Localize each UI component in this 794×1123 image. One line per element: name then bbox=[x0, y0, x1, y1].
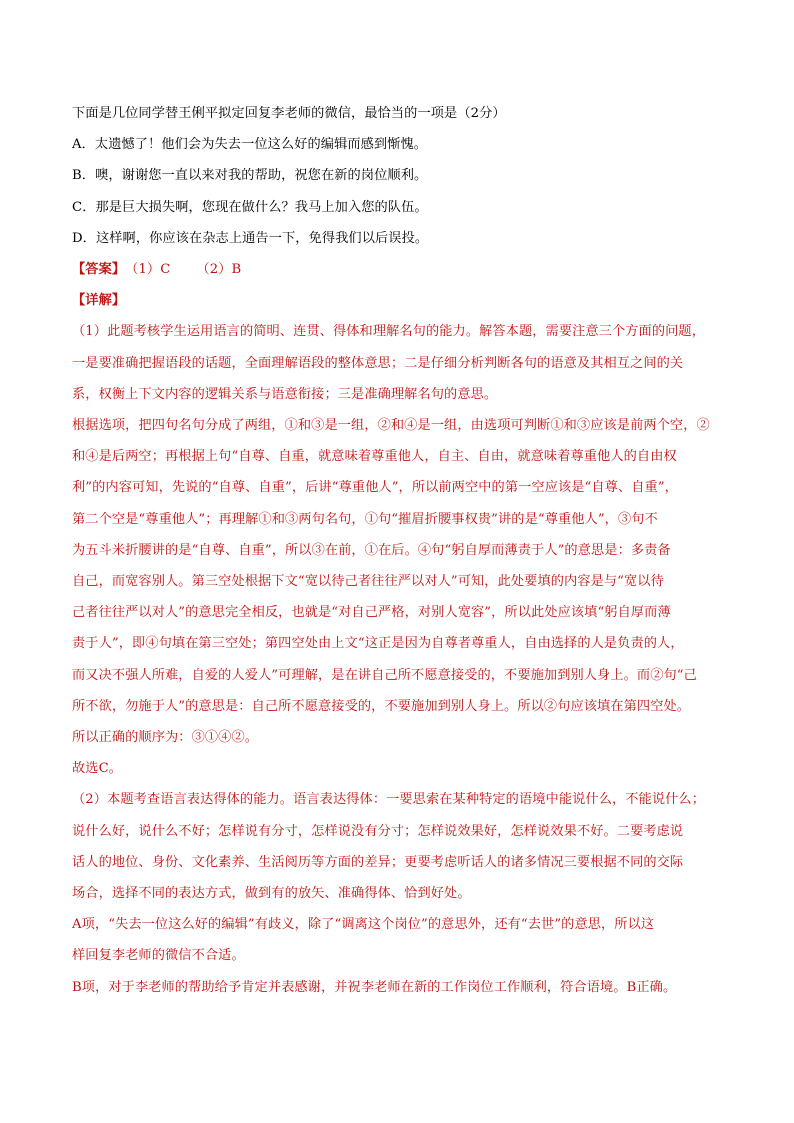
option-d: D．这样啊，你应该在杂志上通告一下，免得我们以后误投。 bbox=[72, 230, 429, 246]
option-a: A．太遗憾了！他们会为失去一位这么好的编辑而感到惭愧。 bbox=[72, 137, 428, 153]
detail-line: 根据选项，把四句名句分成了两组，①和③是一组，②和④是一组，由选项可判断①和③应该是前两个空，② bbox=[72, 418, 710, 434]
detail-line: A项，“失去一位这么好的编辑”有歧义，除了“调离这个岗位”的意思外，还有“去世”的意思，所以这 bbox=[72, 917, 655, 933]
detail-line: 一是要准确把握语段的话题，全面理解语段的整体意思；二是仔细分析判断各句的语意及其相互之间的关 bbox=[72, 355, 684, 371]
detail-line: （2）本题考查语言表达得体的能力。语言表达得体：一要思索在某种特定的语境中能说什么，不能说什么； bbox=[72, 792, 705, 808]
question-stem: 下面是几位同学替王俐平拟定回复李老师的微信，最恰当的一项是（2分） bbox=[72, 106, 506, 121]
detail-line: （1）此题考核学生运用语言的简明、连贯、得体和理解名句的能力。解答本题，需要注意三个方面的问题， bbox=[72, 324, 705, 340]
detail-line: 第二个空是“尊重他人”；再理解①和③两句名句，①句“摧眉折腰事权贵”讲的是“尊重他人”，③句不 bbox=[72, 511, 658, 527]
option-b: B．噢，谢谢您一直以来对我的帮助，祝您在新的岗位顺利。 bbox=[72, 168, 428, 184]
detail-line: 所不欲，勿施于人”的意思是：自己所不愿意接受的，不要施加到别人身上。所以②句应该填在第四空处。 bbox=[72, 698, 691, 714]
answer-row bbox=[72, 254, 724, 285]
option-c: C．那是巨大损失啊，您现在做什么？我马上加入您的队伍。 bbox=[72, 199, 428, 215]
detail-line: 责于人”，即④句填在第三空处；第四空处由上文“这正是因为自尊者尊重人，自由选择的人是负责的人， bbox=[72, 636, 684, 652]
detail-line: 为五斗米折腰讲的是“自尊、自重”，所以③在前，①在后。④句“躬自厚而薄责于人”的意思是：多责备 bbox=[72, 542, 671, 558]
answer-part-2: （2）B bbox=[196, 262, 242, 278]
detail-line: 己者往往严以对人”的意思完全相反，也就是“对自己严格，对别人宽容”，所以此处应该填“躬自厚而薄 bbox=[72, 605, 671, 621]
answer-label: 【答案】 bbox=[72, 262, 126, 278]
detail-line: 所以正确的顺序为：③①④②。 bbox=[72, 730, 259, 746]
detail-line: 而又决不强人所难，自爱的人爱人”可理解，是在讲自己所不愿意接受的，不要施加到别人身上。而②句“己 bbox=[72, 667, 697, 683]
detail-line: 故选C。 bbox=[72, 761, 123, 777]
detail-line: 自己，而宽容别人。第三空处根据下文“宽以待己者往往严以对人”可知，此处要填的内容是与“宽以待 bbox=[72, 574, 664, 590]
detail-line: 样回复李老师的微信不合适。 bbox=[72, 948, 245, 964]
detail-line: B项，对于李老师的帮助给予肯定并表感谢，并祝李老师在新的工作岗位工作顺利，符合语境。B正确。 bbox=[72, 979, 677, 995]
detail-line: 和④是后两空；再根据上句“自尊、自重，就意味着尊重他人，自主、自由，就意味着尊重他人的自由权 bbox=[72, 449, 677, 465]
answer-part-1: （1）C bbox=[125, 262, 171, 278]
detail-line: 话人的地位、身份、文化素养、生活阅历等方面的差异；更要考虑听话人的诸多情况三要根据不同的交际 bbox=[72, 854, 684, 870]
detail-line: 系，权衡上下文内容的逻辑关系与语意衔接；三是准确理解名句的意思。 bbox=[72, 386, 498, 402]
detail-line: 说什么好，说什么不好；怎样说有分寸，怎样说没有分寸；怎样说效果好，怎样说效果不好。二要考虑说 bbox=[72, 823, 684, 839]
detail-line: 场合，选择不同的表达方式，做到有的放矢、准确得体、恰到好处。 bbox=[72, 886, 471, 902]
detail-label: 【详解】 bbox=[72, 293, 126, 309]
detail-line: 利”的内容可知，先说的“自尊、自重”，后讲“尊重他人”，所以前两空中的第一空应该是“自尊、自重”， bbox=[72, 480, 678, 496]
